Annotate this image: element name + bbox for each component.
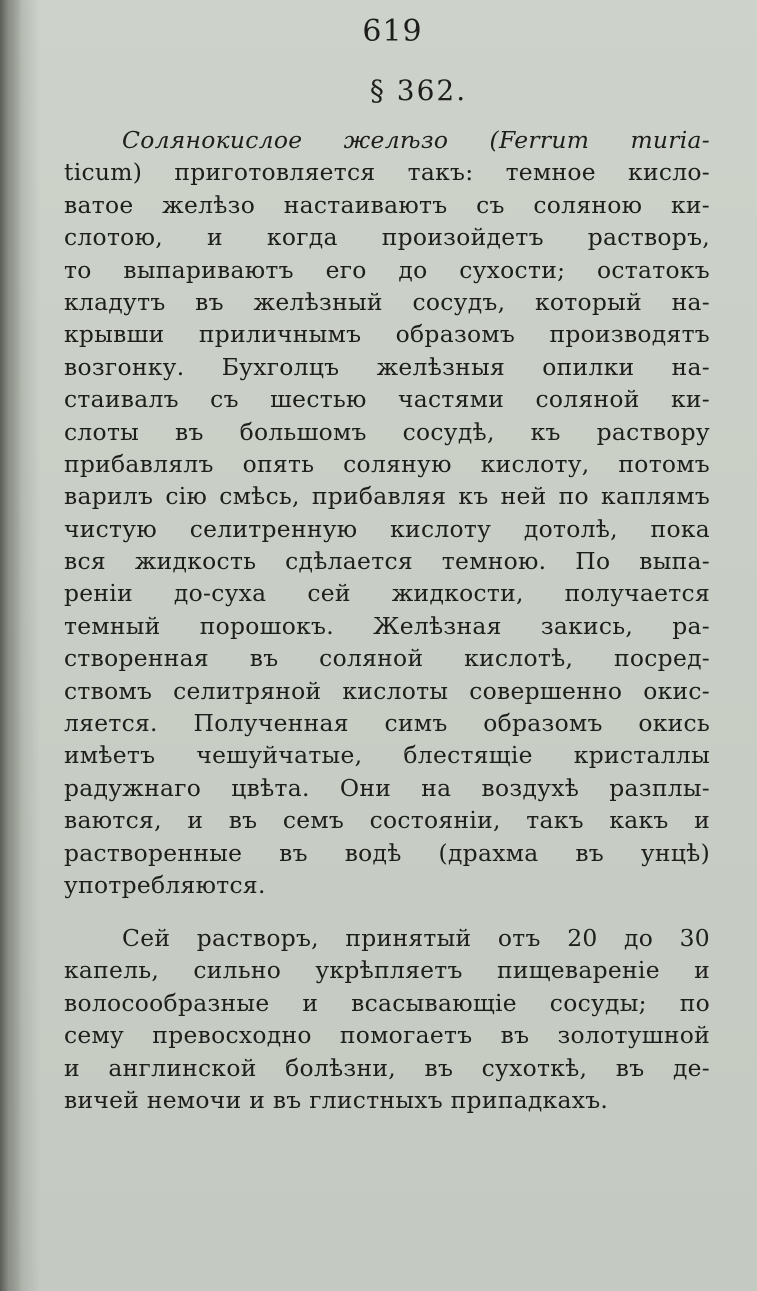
paragraph-2 <box>64 922 710 1116</box>
text-line: темный порошокъ. Желѣзная закись, ра- <box>64 611 710 640</box>
text-line: чистую селитренную кислоту дотолѣ, пока <box>64 514 710 543</box>
text-line: ватое желѣзо настаиваютъ съ соляною ки- <box>64 190 710 219</box>
text-line: варилъ сію смѣсь, прибавляя къ ней по каплямъ <box>64 482 710 511</box>
text-line: стаивалъ съ шестью частями соляной ки- <box>64 385 710 414</box>
text-line: радужнаго цвѣта. Они на воздухѣ разплы- <box>64 773 710 802</box>
section-heading: § 362. <box>369 74 468 107</box>
text-line: ляется. Полученная симъ образомъ окись <box>64 709 710 738</box>
text-line: то выпариваютъ его до сухости; остатокъ <box>64 255 710 284</box>
page-number: 619 <box>362 14 423 49</box>
text-line: и англинской болѣзни, въ сухоткѣ, въ де- <box>64 1053 710 1082</box>
text-line <box>64 124 710 156</box>
text-line: слотою, и когда произойдетъ растворъ, <box>64 223 710 252</box>
text-line: сему превосходно помогаетъ въ золотушной <box>64 1021 710 1050</box>
text-line: капель, сильно укрѣпляетъ пищевареніе и <box>64 956 710 985</box>
text-line: реніи до-суха сей жидкости, получается <box>64 579 710 608</box>
text-line: створенная въ соляной кислотѣ, посред- <box>64 644 710 673</box>
text-line: кладутъ въ желѣзный сосудъ, который на- <box>64 287 710 316</box>
text-line: имѣетъ чешуйчатые, блестящіе кристаллы <box>64 741 710 770</box>
text-line: вичей немочи и въ глистныхъ припадкахъ. <box>64 1085 609 1114</box>
text-line: Сей растворъ, принятый отъ 20 до 30 <box>122 924 710 952</box>
title-term: Солянокислое желѣзо (Ferrum muria- <box>122 126 710 154</box>
text-line: ticum) приготовляется такъ: темное кисло- <box>64 158 710 187</box>
text-line: волосообразные и всасывающіе сосуды; по <box>64 988 710 1017</box>
text-line: ваются, и въ семъ состояніи, такъ какъ и <box>64 806 710 835</box>
text-line: вся жидкость сдѣлается темною. По выпа- <box>64 547 710 576</box>
text-line: употребляются. <box>64 870 266 899</box>
paragraph-1 <box>64 124 710 901</box>
spine-shadow <box>0 0 22 1291</box>
text-line: прибавлялъ опять соляную кислоту, потомъ <box>64 449 710 478</box>
text-line: ствомъ селитряной кислоты совершенно окис- <box>64 676 710 705</box>
text-line: растворенные въ водѣ (драхма въ унцѣ) <box>64 838 710 867</box>
text-line: слоты въ большомъ сосудѣ, къ раствору <box>64 417 710 446</box>
text-line: возгонку. Бухголцъ желѣзныя опилки на- <box>64 352 710 381</box>
text-line: крывши приличнымъ образомъ производятъ <box>64 320 710 349</box>
